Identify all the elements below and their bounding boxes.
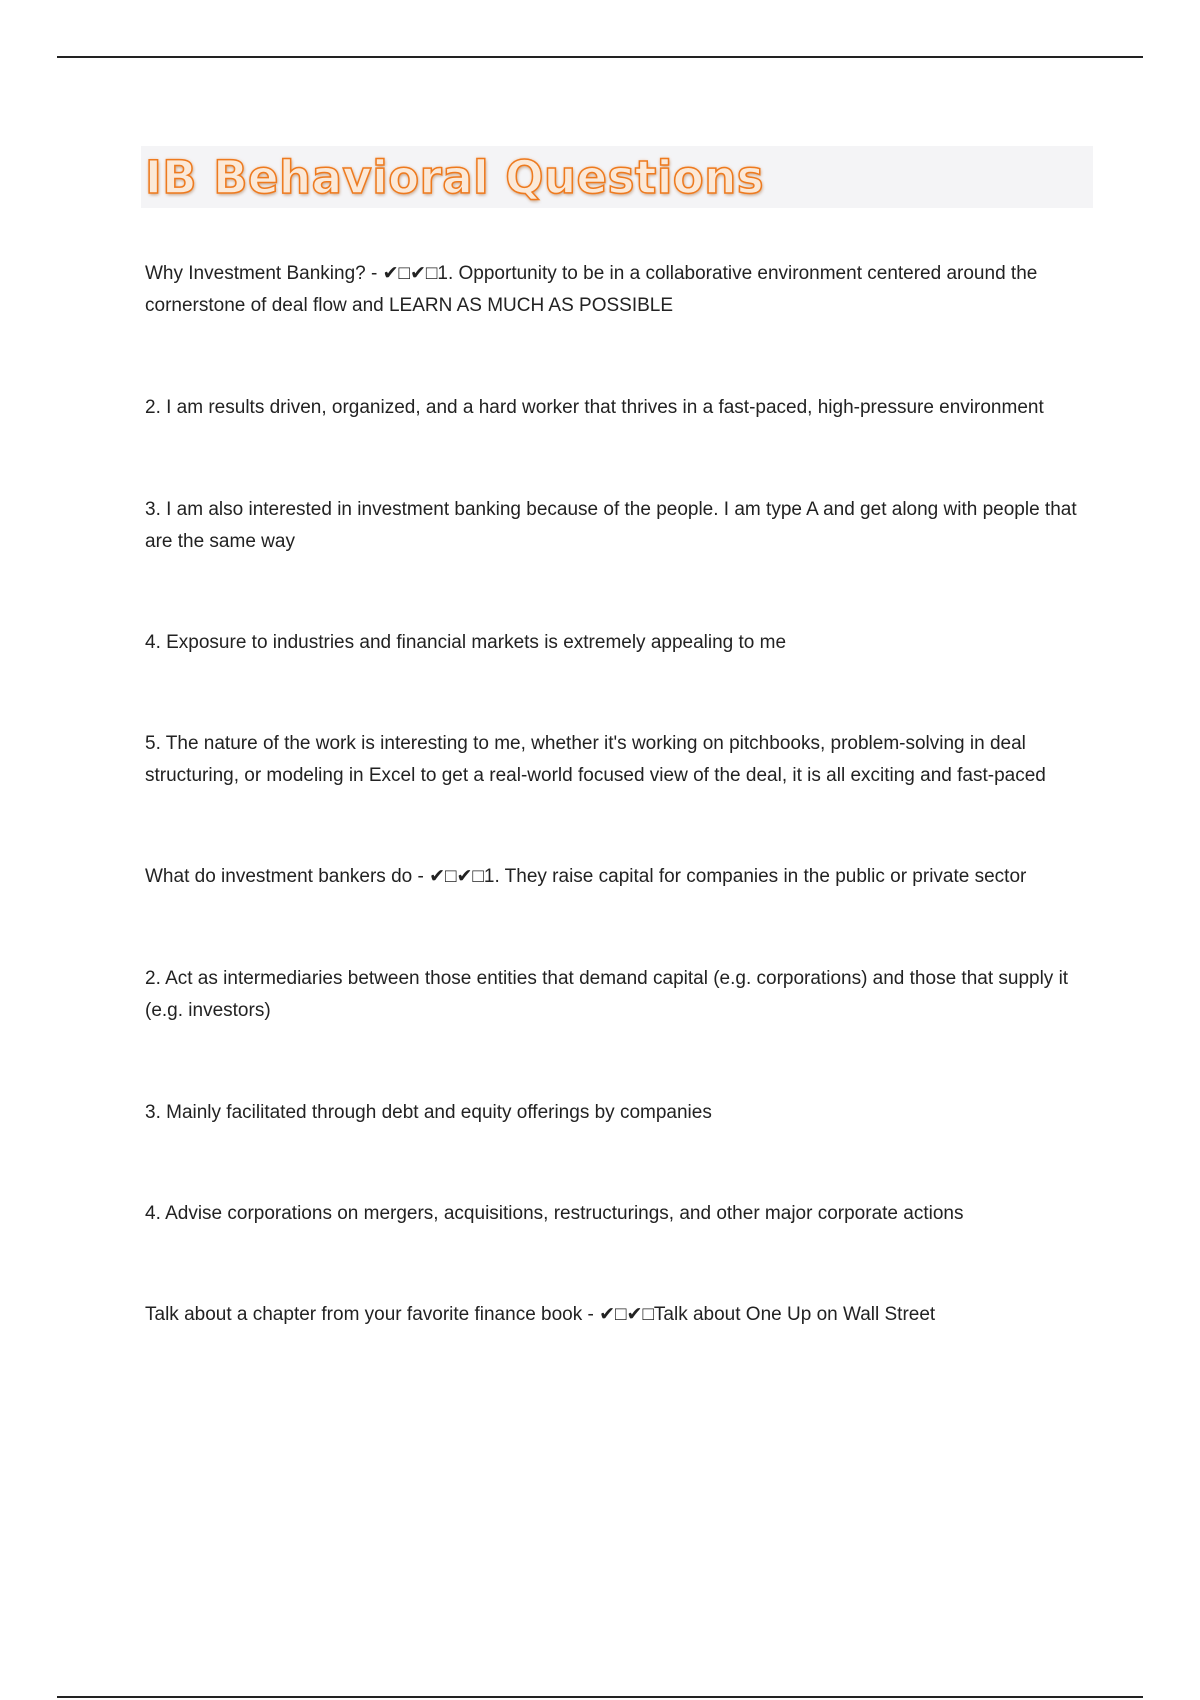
top-divider <box>57 56 1143 58</box>
paragraph-why-ib: Why Investment Banking? - ✔□✔□1. Opportunity to be in a collaborative environment centered around the cornerstone of deal flow and LEARN AS MUCH AS POSSIBLE <box>145 263 1038 316</box>
paragraph-finance-book: Talk about a chapter from your favorite finance book - ✔□✔□Talk about One Up on Wall Street <box>145 1304 936 1325</box>
title-banner <box>141 146 1093 208</box>
paragraph-nature-of-work: 5. The nature of the work is interesting to me, whether it's working on pitchbooks, problem-solving in deal structuring, or modeling in Excel to get a real-world focused view of the deal, it is all exciting and fast-paced <box>145 733 1046 786</box>
paragraph-debt-equity: 3. Mainly facilitated through debt and equity offerings by companies <box>145 1102 712 1123</box>
paragraph-intermediaries: 2. Act as intermediaries between those entities that demand capital (e.g. corporations) and those that supply it (e.g. investors) <box>145 968 1069 1021</box>
paragraph-exposure: 4. Exposure to industries and financial markets is extremely appealing to me <box>145 632 787 653</box>
bottom-divider <box>57 1696 1143 1698</box>
document-body <box>145 258 1090 1331</box>
paragraph-advise: 4. Advise corporations on mergers, acquisitions, restructurings, and other major corporate actions <box>145 1203 964 1224</box>
document-title: IB Behavioral Questions <box>145 150 765 204</box>
paragraph-what-bankers-do: What do investment bankers do - ✔□✔□1. They raise capital for companies in the public or private sector <box>145 866 1027 887</box>
paragraph-people: 3. I am also interested in investment banking because of the people. I am type A and get along with people that are the same way <box>145 499 1077 552</box>
paragraph-results-driven: 2. I am results driven, organized, and a hard worker that thrives in a fast-paced, high-pressure environment <box>145 397 1044 418</box>
